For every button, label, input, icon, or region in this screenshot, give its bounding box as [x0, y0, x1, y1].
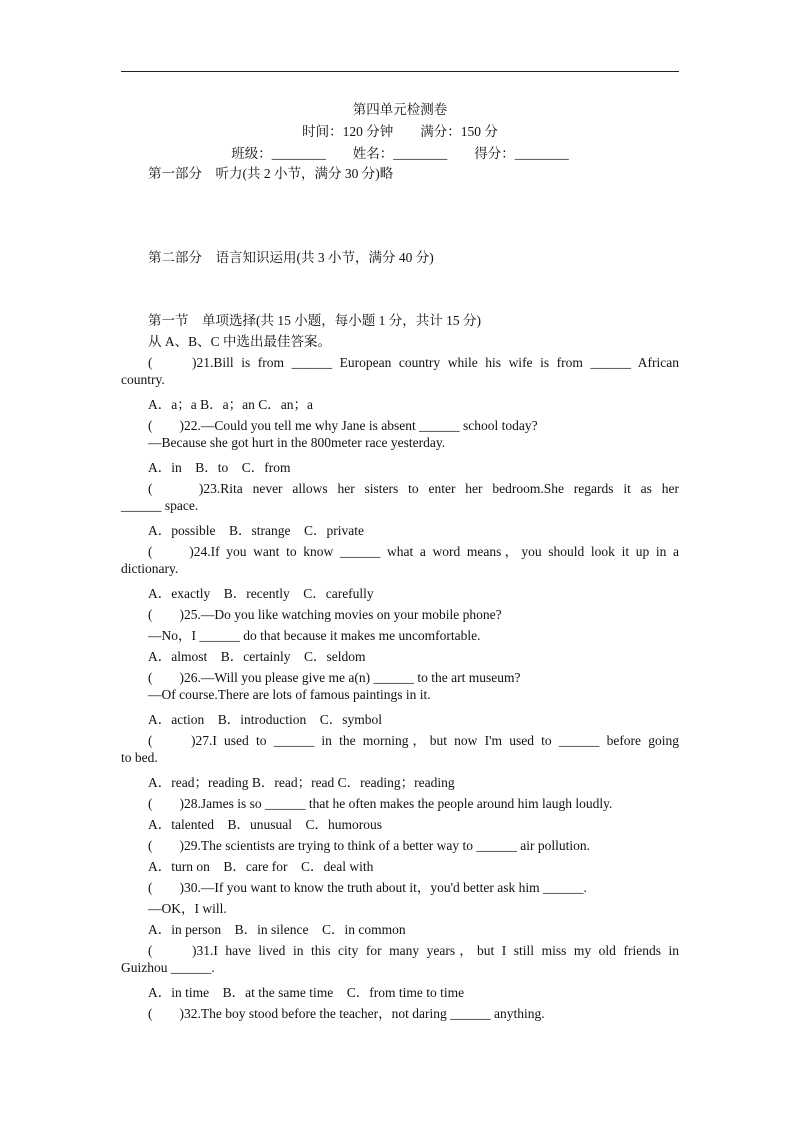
question-28-options: A．talented B．unusual C．humorous — [148, 817, 382, 832]
question-21-line2: country. — [121, 372, 165, 387]
section1-heading: 第一节 单项选择(共 15 小题，每小题 1 分，共计 15 分) — [148, 313, 481, 328]
question-21-options: A．a；a B．a；an C．an；a — [148, 397, 313, 412]
question-23-line2: ______ space. — [121, 498, 199, 513]
question-30-line2: —OK，I will. — [148, 901, 227, 916]
question-27-line2: to bed. — [121, 750, 158, 765]
question-22-line1: ( )22.—Could you tell me why Jane is absent ______ school today? — [148, 418, 538, 433]
question-25-line1: ( )25.—Do you like watching movies on your mobile phone? — [148, 607, 502, 622]
question-30-options: A．in person B．in silence C．in common — [148, 922, 406, 937]
part1-heading: 第一部分 听力(共 2 小节，满分 30 分)略 — [148, 166, 394, 181]
question-31-line2: Guizhou ______. — [121, 960, 215, 975]
question-31-options: A．in time B．at the same time C．from time to time — [148, 985, 465, 1000]
top-rule — [121, 71, 679, 72]
time-score-line: 时间：120 分钟 满分：150 分 — [302, 124, 498, 139]
question-27-line1: ( )27.I used to ______ in the morning，but now I'm used to ______ before going — [148, 733, 679, 748]
question-22-line2: —Because she got hurt in the 800meter race yesterday. — [148, 435, 446, 450]
question-21-line1: ( )21.Bill is from ______ European country while his wife is from ______ African — [148, 355, 679, 370]
question-23-options: A．possible B．strange C．private — [148, 523, 364, 538]
exam-title: 第四单元检测卷 — [352, 102, 448, 117]
question-32-line1: ( )32.The boy stood before the teacher，not daring ______ anything. — [148, 1006, 545, 1021]
question-24-line2: dictionary. — [121, 561, 179, 576]
question-26-options: A．action B．introduction C．symbol — [148, 712, 382, 727]
question-28-line1: ( )28.James is so ______ that he often makes the people around him laugh loudly. — [148, 796, 613, 811]
part2-heading: 第二部分 语言知识运用(共 3 小节，满分 40 分) — [148, 250, 434, 265]
question-25-options: A．almost B．certainly C．seldom — [148, 649, 366, 664]
question-22-options: A．in B．to C．from — [148, 460, 291, 475]
question-23-line1: ( )23.Rita never allows her sisters to enter her bedroom.She regards it as her — [148, 481, 679, 496]
student-info-line: 班级：________ 姓名：________ 得分：________ — [231, 146, 569, 161]
question-30-line1: ( )30.—If you want to know the truth about it，you'd better ask him ______. — [148, 880, 587, 895]
question-24-line1: ( )24.If you want to know ______ what a word means，you should look it up in a — [148, 544, 679, 559]
question-24-options: A．exactly B．recently C．carefully — [148, 586, 374, 601]
question-27-options: A．read；reading B．read；read C．reading；reading — [148, 775, 455, 790]
question-26-line1: ( )26.—Will you please give me a(n) ______ to the art museum? — [148, 670, 521, 685]
question-29-line1: ( )29.The scientists are trying to think of a better way to ______ air pollution. — [148, 838, 591, 853]
question-25-line2: —No，I ______ do that because it makes me uncomfortable. — [148, 628, 481, 643]
question-31-line1: ( )31.I have lived in this city for many years，but I still miss my old friends in — [148, 943, 679, 958]
section1-instruction: 从 A、B、C 中选出最佳答案。 — [148, 334, 332, 349]
question-29-options: A．turn on B．care for C．deal with — [148, 859, 374, 874]
question-26-line2: —Of course.There are lots of famous paintings in it. — [148, 687, 431, 702]
